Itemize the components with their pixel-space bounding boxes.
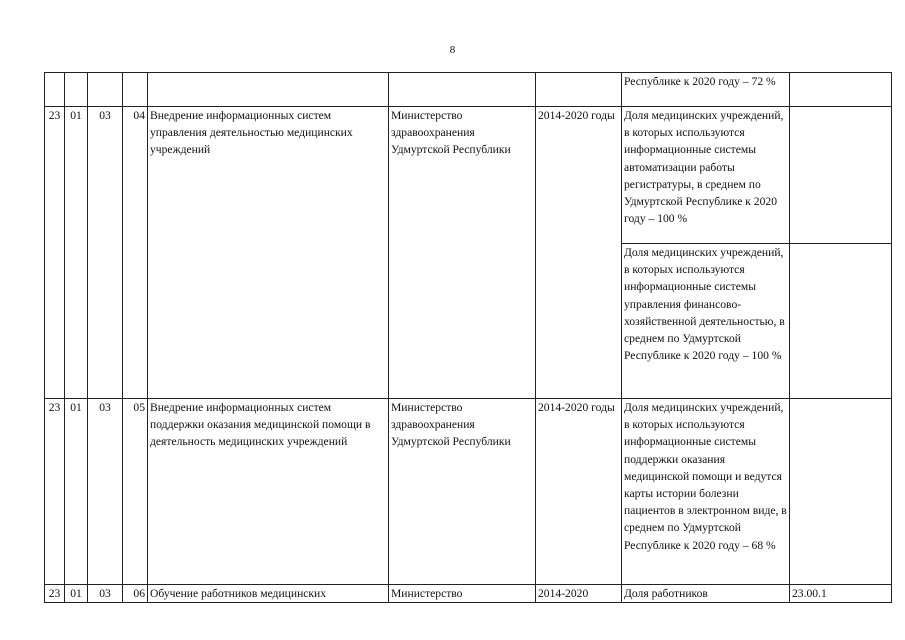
cell-code-2: 01 — [65, 585, 88, 603]
cell-executor: Министерство здравоохранения Удмуртской Республики — [389, 107, 536, 399]
cell-code-1: 23 — [45, 399, 65, 585]
cell-code-3 — [88, 73, 123, 107]
cell-activity-name: Внедрение информационных систем поддержки оказания медицинской помощи в деятельность медицинских учреждений — [148, 399, 389, 585]
cell-code-2: 01 — [65, 399, 88, 585]
cell-executor — [389, 73, 536, 107]
cell-link — [790, 399, 892, 585]
cell-code-4: 04 — [123, 107, 148, 399]
cell-activity-name: Внедрение информационных систем управления деятельностью медицинских учреждений — [148, 107, 389, 399]
cell-code-3: 03 — [88, 585, 123, 603]
cell-indicator: Доля работников — [622, 585, 790, 603]
table-row — [45, 585, 892, 603]
cell-code-4 — [123, 73, 148, 107]
cell-period: 2014-2020 годы — [536, 107, 622, 399]
cell-indicator: Доля медицинских учреждений, в которых используются информационные системы управления финансово-хозяйственной деятельностью, в среднем по Удмуртской Республике к 2020 году – 100 % — [622, 244, 790, 399]
cell-code-3: 03 — [88, 107, 123, 399]
cell-executor: Министерство здравоохранения Удмуртской Республики — [389, 399, 536, 585]
cell-period: 2014-2020 годы — [536, 399, 622, 585]
cell-code-2: 01 — [65, 107, 88, 399]
table-row — [45, 399, 892, 585]
cell-code-1: 23 — [45, 107, 65, 399]
program-table — [44, 72, 892, 603]
cell-indicator: Республике к 2020 году – 72 % — [622, 73, 790, 107]
cell-link: 23.00.1 — [790, 585, 892, 603]
cell-period: 2014-2020 — [536, 585, 622, 603]
cell-code-4: 05 — [123, 399, 148, 585]
cell-link — [790, 107, 892, 244]
cell-code-4: 06 — [123, 585, 148, 603]
table-row — [45, 107, 892, 244]
page-number: 8 — [449, 44, 456, 56]
cell-executor: Министерство — [389, 585, 536, 603]
cell-indicator: Доля медицинских учреждений, в которых используются информационные системы поддержки оказания медицинской помощи и ведутся карты истории болезни пациентов в электронном виде, в среднем по Удмуртской Республике к 2020 году – 68 % — [622, 399, 790, 585]
cell-code-3: 03 — [88, 399, 123, 585]
table-row — [45, 73, 892, 107]
cell-period — [536, 73, 622, 107]
cell-link — [790, 73, 892, 107]
cell-code-2 — [65, 73, 88, 107]
cell-link — [790, 244, 892, 399]
cell-activity-name: Обучение работников медицинских — [148, 585, 389, 603]
cell-activity-name — [148, 73, 389, 107]
cell-code-1 — [45, 73, 65, 107]
cell-code-1: 23 — [45, 585, 65, 603]
cell-indicator: Доля медицинских учреждений, в которых используются информационные системы автоматизации работы регистратуры, в среднем по Удмуртской Республике к 2020 году – 100 % — [622, 107, 790, 244]
